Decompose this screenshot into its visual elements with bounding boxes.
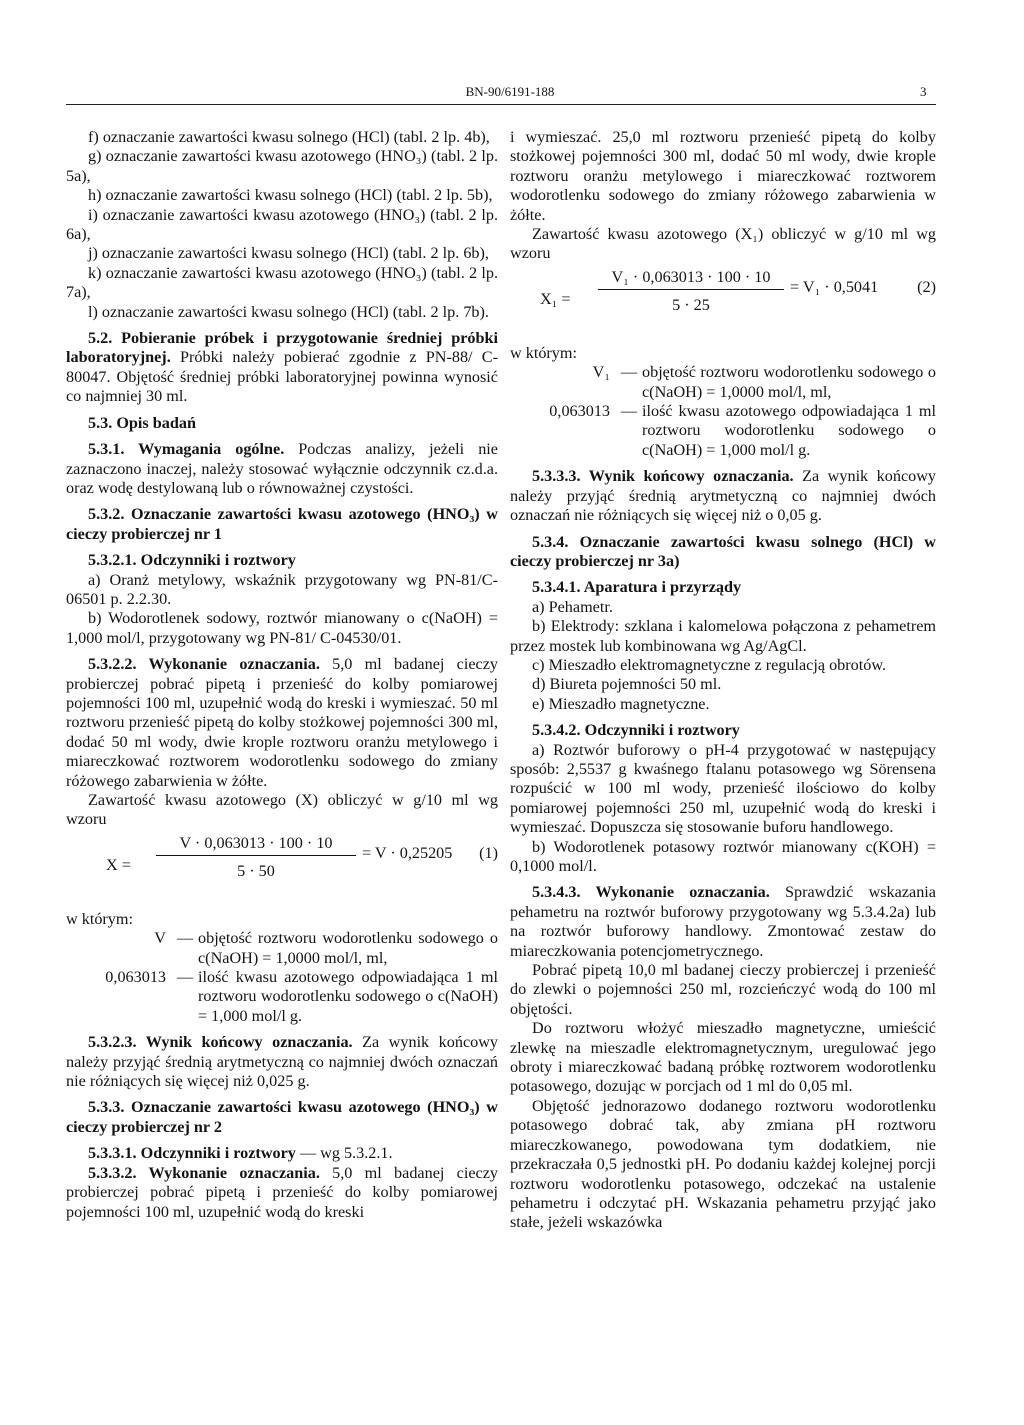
- reagent-item: a) Roztwór buforowy o pH-4 przygotować w następujący sposób: 2,5537 g kwaśnego ftalanu potasowego wg Sörensena rozpuścić w 100 ml wody, przenieść ilościowo do kolby pomiarowej pojemności 250 ml, uzupełnić wodą do kreski i wymieszać. Dopuszcza się stosowanie buforu handlowego.: [510, 740, 936, 837]
- em-dash: —: [620, 363, 638, 382]
- paragraph-text: Sprawdzić wskazania pehametru na roztwór buforowy przygotowany wg 5.3.4.2a) lub na roztwór buforowy handlowy. Zmontować zestaw do miareczkowania potencjometrycznego.: [510, 883, 936, 960]
- definition-symbol: 0,063013: [105, 968, 166, 987]
- section-heading: 5.2. Pobieranie próbek i przygotowanie średniej próbki laboratoryjnej.: [66, 329, 498, 367]
- reagent-item: b) Wodorotlenek sodowy, roztwór mianowany o c(NaOH) = 1,000 mol/l, przygotowany wg PN-81/ C-04530/01.: [66, 609, 498, 647]
- formula-rhs: = V · 0,25205: [362, 843, 453, 862]
- paragraph-text: 5,0 ml badanej cieczy probierczej pobrać pipetą i przenieść do kolby pomiarowej pojemności 100 ml, uzupełnić wodą do kreski i wymieszać. 50 ml roztworu przenieść pipetą do kolby stożkowej pojemności 300 ml, dodać 50 ml wody, dwie krople roztworu oranżu metylowego i miareczkować roztworem wodorotlenku sodowego do zmiany różowego zabarwienia w żółte.: [66, 655, 498, 790]
- formula-number: (1): [479, 843, 498, 862]
- definition-text: ilość kwasu azotowego odpowiadająca 1 ml roztworu wodorotlenku sodowego o c(NaOH) = 1,000 mol/l g.: [198, 968, 498, 1025]
- section-heading: 5.3.4.2. Odczynniki i roztwory: [532, 721, 740, 740]
- formula-lhs: X =: [106, 855, 131, 874]
- formula-numerator: V · 0,063013 · 100 · 10: [179, 833, 333, 852]
- apparatus-item: b) Elektrody: szklana i kalomelowa połączona z pehametrem przez mostek lub kombinowana wg Ag/AgCl.: [510, 617, 936, 655]
- em-dash: —: [176, 929, 194, 948]
- section-heading: 5.3.2. Oznaczanie zawartości kwasu azotowego (HNO₃) w cieczy probierczej nr 1: [66, 505, 498, 543]
- list-item: g) oznaczanie zawartości kwasu azotowego (HNO₃) (tabl. 2 lp. 5a),: [66, 147, 498, 185]
- paragraph-text: Pobrać pipetą 10,0 ml badanej cieczy probierczej i przenieść do zlewki o pojemności 250 ml, rozcieńczyć wodą do 100 ml objętości.: [510, 961, 936, 1018]
- definitions: [66, 929, 498, 1026]
- section-heading: 5.3.3.3. Wynik końcowy oznaczania.: [532, 467, 794, 486]
- definition-row: [510, 402, 936, 460]
- section-5-3-1: [66, 440, 498, 498]
- paragraph-text: Podczas analizy, jeżeli nie zaznaczono inaczej, należy stosować wyłącznie odczynnik cz.d.a. oraz wodę destylowaną lub o równoważnej czystości.: [66, 440, 498, 497]
- apparatus-item: c) Mieszadło elektromagnetyczne z regulacją obrotów.: [532, 655, 887, 674]
- list-item: j) oznaczanie zawartości kwasu solnego (HCl) (tabl. 2 lp. 6b),: [88, 244, 489, 263]
- section-heading: 5.3.2.3. Wynik końcowy oznaczania.: [88, 1033, 353, 1052]
- section-5-3-2-3: [66, 1033, 498, 1091]
- formula-1: [66, 834, 498, 906]
- formula-denominator: 5 · 50: [237, 861, 275, 880]
- paragraph-text: 5,0 ml badanej cieczy probierczej pobrać pipetą i przenieść do kolby pomiarowej pojemności 100 ml, uzupełnić wodą do kreski: [66, 1163, 498, 1221]
- section-heading: 5.3.4.1. Aparatura i przyrządy: [532, 578, 742, 597]
- definition-symbol: V₁: [592, 363, 610, 382]
- formula-denominator: 5 · 25: [672, 295, 710, 314]
- definition-symbol: 0,063013: [549, 402, 610, 421]
- paragraph-text: Objętość jednorazowo dodanego roztworu wodorotlenku potasowego dobrać tak, aby zmiana pH roztworu miareczkowanego, powodowana tym dodatkiem, nie przekraczała 0,5 jednostki pH. Po dodaniu każdej kolejnej porcji roztworu wodorotlenku potasowego, odczekać na ustalenie pehametru i odczytać pH. Wskazania pehametru przyjąć jako stałe, jeżeli wskazówka: [510, 1096, 936, 1232]
- paragraph-text: Za wynik końcowy należy przyjąć średnią arytmetyczną co najmniej dwóch oznaczań nie różniących się więcej niż o 0,05 g.: [510, 467, 937, 525]
- section-5-2: [66, 329, 498, 407]
- section-5-3-4-3: [510, 883, 936, 961]
- formula-rhs: = V₁ · 0,5041: [790, 277, 879, 296]
- page-number: 3: [920, 84, 927, 99]
- definition-row: [510, 363, 936, 402]
- paragraph-text: Za wynik końcowy należy przyjąć średnią arytmetyczną co najmniej dwóch oznaczań nie różniących się więcej niż 0,025 g.: [66, 1033, 499, 1091]
- em-dash: —: [176, 968, 194, 987]
- where-label: w którym:: [66, 909, 133, 928]
- list-item: l) oznaczanie zawartości kwasu solnego (HCl) (tabl. 2 lp. 7b).: [88, 302, 489, 321]
- formula-intro: Zawartość kwasu azotowego (X) obliczyć w g/10 ml wg wzoru: [66, 791, 498, 829]
- definition-text: objętość roztworu wodorotlenku sodowego o c(NaOH) = 1,0000 mol/l, ml,: [642, 363, 936, 401]
- definition-text: objętość roztworu wodorotlenku sodowego o c(NaOH) = 1,0000 mol/l, ml,: [198, 929, 498, 967]
- apparatus-item: d) Biureta pojemności 50 ml.: [532, 675, 722, 694]
- section-heading: 5.3. Opis badań: [88, 413, 196, 432]
- section-heading: 5.3.4.3. Wykonanie oznaczania.: [532, 883, 770, 902]
- definition-row: [66, 968, 498, 1026]
- apparatus-item: a) Pehametr.: [532, 597, 613, 616]
- standard-code: BN-90/6191-188: [465, 84, 555, 99]
- section-heading: 5.3.1. Wymagania ogólne.: [88, 440, 285, 459]
- section-heading: 5.3.4. Oznaczanie zawartości kwasu solnego (HCl) w cieczy probierczej nr 3a): [510, 532, 936, 570]
- list-item: k) oznaczanie zawartości kwasu azotowego (HNO₃) (tabl. 2 lp. 7a),: [66, 263, 498, 302]
- section-5-3-3-3: [510, 467, 936, 525]
- section-5-3-3-1: [66, 1144, 498, 1163]
- section-5-3-3-2: [66, 1164, 498, 1222]
- formula-2: [510, 268, 936, 340]
- paragraph-text: i wymieszać. 25,0 ml roztworu przenieść pipetą do kolby stożkowej pojemności 300 ml, dodać 50 ml wody, dwie krople roztworu oranżu metylowego i miareczkować roztworem wodorotlenku sodowego do zmiany różowego zabarwienia w żółte.: [510, 128, 936, 224]
- formula-number: (2): [917, 277, 936, 296]
- formula-intro: Zawartość kwasu azotowego (X₁) obliczyć w g/10 ml wg wzoru: [510, 225, 936, 263]
- section-heading: 5.3.3.2. Wykonanie oznaczania.: [88, 1163, 320, 1182]
- list-item: h) oznaczanie zawartości kwasu solnego (HCl) (tabl. 2 lp. 5b),: [88, 186, 493, 205]
- section-heading: 5.3.2.1. Odczynniki i roztwory: [88, 551, 296, 570]
- section-heading: 5.3.2.2. Wykonanie oznaczania.: [88, 655, 320, 674]
- paragraph-text: Do roztworu włożyć mieszadło magnetyczne, umieścić zlewkę na mieszadle elektromagnetycznym, uregulować jego obroty i miareczkować badaną próbkę roztworem wodorotlenku potasowego, dozując w porcjach od 1 ml do 0,05 ml.: [510, 1019, 936, 1096]
- reagent-item: b) Wodorotlenek potasowy roztwór mianowany c(KOH) = 0,1000 mol/l.: [510, 837, 936, 875]
- list-item: i) oznaczanie zawartości kwasu azotowego (HNO₃) (tabl. 2 lp. 6a),: [66, 205, 498, 244]
- header-rule: [66, 104, 936, 105]
- formula-lhs: X₁ =: [540, 289, 571, 308]
- definition-text: ilość kwasu azotowego odpowiadająca 1 ml roztworu wodorotlenku sodowego o c(NaOH) = 1,000 mol/l g.: [642, 402, 936, 459]
- section-heading: 5.3.3. Oznaczanie zawartości kwasu azotowego (HNO₃) w cieczy probierczej nr 2: [66, 1098, 498, 1136]
- fraction-bar: [156, 855, 356, 856]
- reagent-item: a) Oranż metylowy, wskaźnik przygotowany wg PN-81/C-06501 p. 2.2.30.: [66, 570, 498, 608]
- definitions: [510, 363, 936, 460]
- fraction-bar: [598, 289, 784, 290]
- apparatus-item: e) Mieszadło magnetyczne.: [532, 694, 710, 713]
- paragraph-text: — wg 5.3.2.1.: [295, 1144, 393, 1163]
- right-column: [510, 128, 936, 1233]
- section-heading: 5.3.3.1. Odczynniki i roztwory: [88, 1144, 296, 1163]
- where-label: w którym:: [510, 343, 577, 362]
- definition-row: [66, 929, 498, 968]
- list-item: f) oznaczanie zawartości kwasu solnego (HCl) (tabl. 2 lp. 4b),: [88, 128, 490, 146]
- section-5-3-2-2: [66, 655, 498, 791]
- em-dash: —: [620, 402, 638, 421]
- definition-symbol: V: [154, 929, 166, 948]
- formula-numerator: V₁ · 0,063013 · 100 · 10: [611, 267, 771, 286]
- left-column: [66, 128, 498, 1222]
- paragraph-text: Próbki należy pobierać zgodnie z PN-88/ C-80047. Objętość średniej próbki laboratoryjnej powinna wynosić co najmniej 30 ml.: [66, 348, 498, 406]
